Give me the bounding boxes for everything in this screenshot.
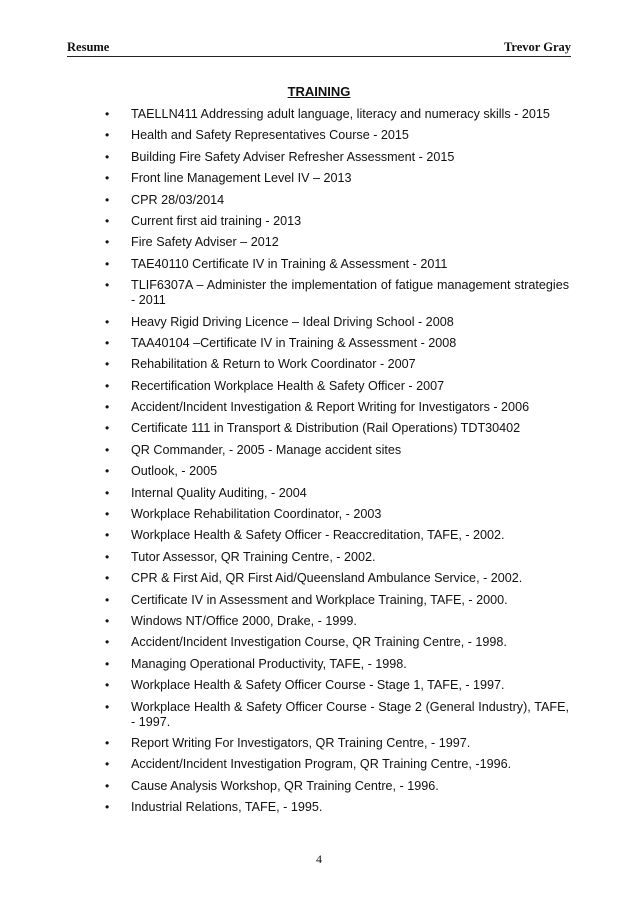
training-list-item — [105, 107, 569, 122]
bullet-icon: • — [105, 171, 110, 186]
bullet-icon: • — [105, 192, 110, 207]
training-list-item — [105, 592, 569, 608]
bullet-icon: • — [105, 485, 110, 500]
header-document-type: Resume — [67, 40, 110, 54]
training-item-text: Accident/Incident Investigation & Report Writing for Investigators - 2006 — [131, 400, 530, 415]
bullet-icon: • — [105, 357, 110, 372]
training-list-item — [105, 421, 569, 436]
training-list-item — [105, 613, 569, 629]
bullet-icon: • — [105, 800, 110, 815]
bullet-icon: • — [105, 400, 110, 415]
bullet-icon: • — [105, 778, 110, 793]
page-number: 4 — [316, 852, 322, 866]
header-author-name: Trevor Gray — [504, 40, 571, 54]
bullet-icon: • — [105, 149, 110, 164]
bullet-icon: • — [105, 235, 110, 250]
training-list-item — [105, 235, 569, 250]
training-item-text: Industrial Relations, TAFE, - 1995. — [131, 800, 323, 815]
training-item-text: Certificate 111 in Transport & Distribution (Rail Operations) TDT30402 — [131, 421, 521, 436]
training-item-text: QR Commander, - 2005 - Manage accident sites — [131, 442, 402, 457]
training-item-text: CPR 28/03/2014 — [131, 192, 225, 207]
bullet-icon: • — [105, 128, 110, 143]
bullet-icon: • — [105, 278, 110, 293]
training-item-text: CPR & First Aid, QR First Aid/Queensland Ambulance Service, - 2002. — [131, 571, 523, 586]
training-item-text: Workplace Health & Safety Officer - Reaccreditation, TAFE, - 2002. — [131, 528, 505, 543]
training-list-item — [105, 678, 569, 693]
training-list-item — [105, 149, 569, 165]
training-list-item — [105, 549, 569, 565]
bullet-icon: • — [105, 421, 110, 436]
training-list-item — [105, 656, 569, 672]
training-list-item — [105, 256, 569, 272]
training-list-item — [105, 213, 569, 229]
training-item-text: TLIF6307A – Administer the implementation of fatigue management strategies - 2011 — [131, 278, 569, 308]
bullet-icon: • — [105, 314, 110, 329]
training-item-text: TAE40110 Certificate IV in Training & Assessment - 2011 — [131, 256, 448, 271]
header-divider — [67, 56, 571, 57]
training-list-item — [105, 800, 569, 815]
training-item-text: Current first aid training - 2013 — [131, 213, 302, 228]
bullet-icon: • — [105, 528, 110, 543]
training-list-item — [105, 571, 569, 586]
training-list-item — [105, 735, 569, 751]
training-item-text: Fire Safety Adviser – 2012 — [131, 235, 279, 250]
training-item-text: Building Fire Safety Adviser Refresher Assessment - 2015 — [131, 149, 455, 164]
bullet-icon: • — [105, 256, 110, 271]
training-list-item — [105, 485, 569, 501]
bullet-icon: • — [105, 735, 110, 750]
training-list-item — [105, 699, 569, 730]
training-item-text: Outlook, - 2005 — [131, 464, 218, 479]
bullet-icon: • — [105, 378, 110, 393]
bullet-icon: • — [105, 699, 110, 714]
training-item-text: Rehabilitation & Return to Work Coordinator - 2007 — [131, 357, 416, 372]
training-item-text: Accident/Incident Investigation Program, QR Training Centre, -1996. — [131, 757, 512, 772]
training-item-text: Recertification Workplace Health & Safety Officer - 2007 — [131, 378, 445, 393]
training-list-item — [105, 442, 569, 458]
bullet-icon: • — [105, 592, 110, 607]
training-item-text: Heavy Rigid Driving Licence – Ideal Driving School - 2008 — [131, 314, 454, 329]
training-item-text: Health and Safety Representatives Course - 2015 — [131, 128, 409, 143]
training-item-text: TAELLN411 Addressing adult language, literacy and numeracy skills - 2015 — [131, 107, 550, 121]
training-item-text: Workplace Health & Safety Officer Course - Stage 2 (General Industry), TAFE, - 1997. — [131, 699, 569, 729]
training-item-text: Workplace Health & Safety Officer Course - Stage 1, TAFE, - 1997. — [131, 678, 505, 693]
training-list — [105, 107, 569, 822]
training-item-text: Tutor Assessor, QR Training Centre, - 2002. — [131, 549, 376, 564]
training-item-text: Internal Quality Auditing, - 2004 — [131, 485, 307, 500]
training-item-text: Report Writing For Investigators, QR Training Centre, - 1997. — [131, 735, 471, 750]
section-title — [0, 84, 638, 99]
page-header — [67, 40, 571, 56]
bullet-icon: • — [105, 442, 110, 457]
training-list-item — [105, 128, 569, 143]
training-list-item — [105, 528, 569, 543]
bullet-icon: • — [105, 635, 110, 650]
bullet-icon: • — [105, 549, 110, 564]
bullet-icon: • — [105, 107, 110, 121]
training-item-text: Accident/Incident Investigation Course, QR Training Centre, - 1998. — [131, 635, 507, 650]
training-list-item — [105, 635, 569, 650]
training-item-text: Front line Management Level IV – 2013 — [131, 171, 352, 186]
section-title-text: TRAINING — [287, 84, 351, 99]
training-list-item — [105, 192, 569, 208]
bullet-icon: • — [105, 507, 110, 522]
training-list-item — [105, 507, 569, 522]
training-list-item — [105, 400, 569, 415]
bullet-icon: • — [105, 571, 110, 586]
training-list-item — [105, 171, 569, 186]
training-item-text: TAA40104 –Certificate IV in Training & Assessment - 2008 — [131, 335, 457, 350]
training-item-text: Workplace Rehabilitation Coordinator, - 2003 — [131, 507, 382, 522]
bullet-icon: • — [105, 656, 110, 671]
training-list-item — [105, 378, 569, 394]
bullet-icon: • — [105, 213, 110, 228]
bullet-icon: • — [105, 678, 110, 693]
training-list-item — [105, 464, 569, 479]
training-list-item — [105, 357, 569, 372]
training-item-text: Certificate IV in Assessment and Workplace Training, TAFE, - 2000. — [131, 592, 508, 607]
training-list-item — [105, 314, 569, 330]
training-item-text: Managing Operational Productivity, TAFE, - 1998. — [131, 656, 407, 671]
bullet-icon: • — [105, 757, 110, 772]
bullet-icon: • — [105, 335, 110, 350]
training-list-item — [105, 757, 569, 772]
training-list-item — [105, 335, 569, 351]
training-list-item — [105, 778, 569, 794]
training-list-item — [105, 278, 569, 308]
bullet-icon: • — [105, 464, 110, 479]
bullet-icon: • — [105, 613, 110, 628]
training-item-text: Windows NT/Office 2000, Drake, - 1999. — [131, 613, 357, 628]
training-item-text: Cause Analysis Workshop, QR Training Centre, - 1996. — [131, 778, 439, 793]
